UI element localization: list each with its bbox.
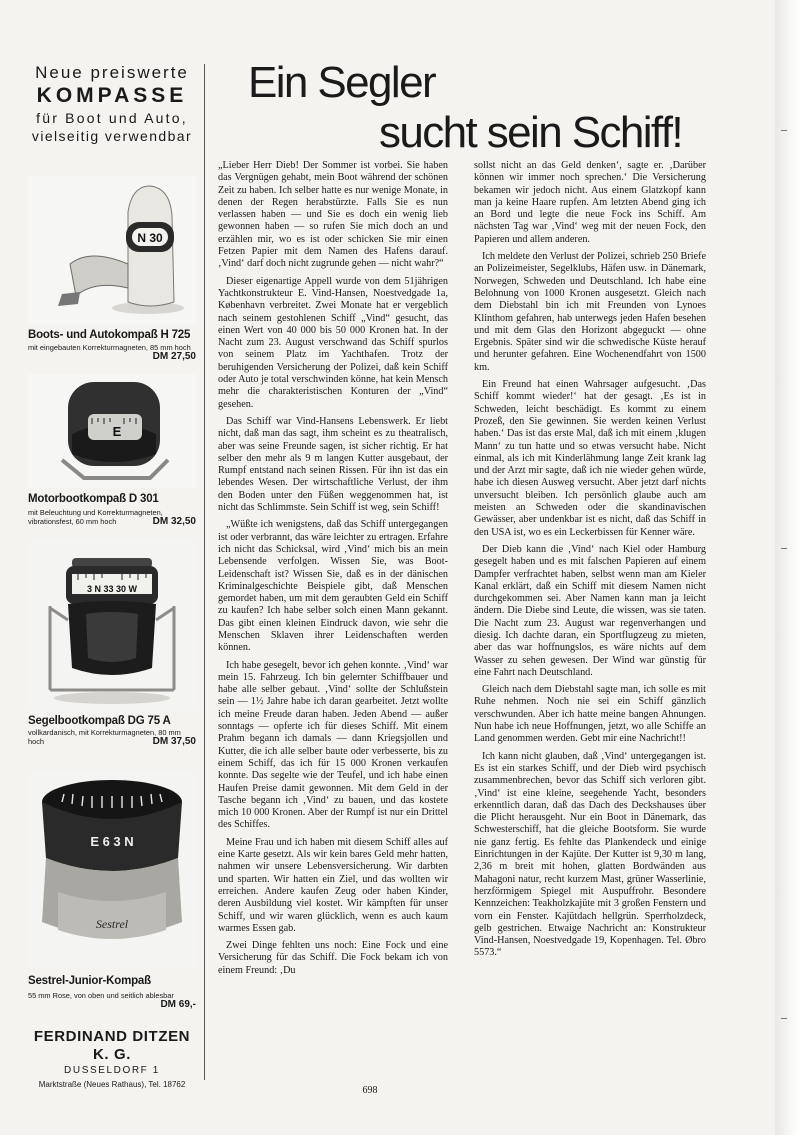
compass-d301-price: DM 32,50: [152, 516, 196, 527]
dealer-name: FERDINAND DITZEN K. G.: [33, 1028, 191, 1063]
compass-dg75a-name: Segelbootkompaß DG 75 A: [28, 715, 171, 727]
page-number: 698: [362, 1085, 378, 1096]
article-paragraph: „Lieber Herr Dieb! Der Sommer ist vorbei. Sie haben das Vergnügen gehabt, mein Boot während der schönen Zeit zu haben. Ich selber hatte es nur wenige Monate, in denen der Regen herabstürzte. Falls Sie es nun verlassen haben — und Sie es doch ein wenig lieb gewonnen haben — so rufen Sie mich doch an und erzählen mir, wo es ist oder schicken Sie mir einen Fetzen Papier mit dem Namen des Hafens darauf. ‚Vind‘ darf doch nicht zugrunde gehen — nicht wahr?“: [218, 160, 448, 270]
compass-dg75a-details: [28, 728, 196, 746]
article-column-1: [218, 160, 448, 1040]
compass-sestrel-price: DM 69,-: [160, 999, 196, 1010]
compass-sestrel-details: [28, 991, 196, 1009]
page-edge-mark: [781, 1018, 787, 1019]
column-divider: [204, 64, 205, 1080]
ad-headline: [28, 62, 196, 145]
article-paragraph: Ich habe gesegelt, bevor ich gehen konnte. ‚Vind‘ war mein 15. Fahrzeug. Ich bin gelernter Schiffbauer und habe alle selber gebaut. ‚Vind‘ sollte der Schlußstein sein — 1½ Jahre habe ich daran gearbeitet. Jetzt wollte ich meine Freude daran haben. Jeden Abend — außer sonntags — opferte ich für dieses Schiff. Mit einem Prahm begann ich damals — dann Kriegsjollen und Kutter, die ich alle selber baute oder verbesserte, bis zu einem Schiff, das ich für 15 000 Kronen verkaufen konnte. Das segelte wie der Teufel, und ich habe einen Haufen Preise damit gewonnen. Mit dem Geld in der Tasche begann ich ‚Vind‘ zu bauen, und das kostete mich 10 000 Kronen. Aber der Rumpf ist nur ein Drittel des Schiffes.: [218, 659, 448, 831]
page-edge: [775, 0, 799, 1135]
page-edge-mark: [781, 548, 787, 549]
dealer-city: DUSSELDORF 1: [64, 1065, 160, 1076]
article-paragraph: sollst nicht an das Geld denken‘, sagte er. ‚Darüber können wir immer noch sprechen.‘ Die Versicherung bekamen wir jedoch nicht. Aus einem Glatzkopf kann man ja keine Haare rupfen. Am letzten Abend ging ich an Bord und legte die neue Fock ins Schiff. Am nächsten Tag war ‚Vind‘ weg mit der neuen Fock, den Papieren und allem anderen.: [474, 160, 706, 245]
article-paragraph: Der Dieb kann die ‚Vind‘ nach Kiel oder Hamburg gesegelt haben und es mit falschen Papieren auf einem Dampfer verfrachtet haben, selbst wenn man am Kieler Kanal erklärt, daß ein Schiff mit diesem Namen nicht durchgekommen sei. Aber Namen kann man ja leicht ändern. Die Diebe sind Leute, die wissen, was sie taten. Die Nacht zum 23. August war regenverhangen und diesig. Ich dachte daran, ein Sportflugzeug zu mieten, aber das war hoffnungslos, es wäre nichts auf dem Wasser zu sehen gewesen. Der Wind war günstig für eine Fahrt nach Deutschland.: [474, 543, 706, 678]
article-paragraph: Meine Frau und ich haben mit diesem Schiff alles auf eine Karte gesetzt. Als wir kein bares Geld mehr hatten, nahmen wir unsere Lebensversicherung. Wir darbten und sparten. Wir hatten ein Ziel, und das wollten wir erreichen. Andere kaufen Zeug oder haben Kinder, deren Ausbildung viel kostet. Wir kämpften für unser Schiff, und wir waren glücklich, wenn es auch kaum warmes Essen gab.: [218, 836, 448, 934]
compass-h725-description: mit eingebauten Korrekturmagneten, 85 mm hoch: [28, 343, 191, 352]
compass-sestrel-name: Sestrel-Junior-Kompaß: [28, 975, 151, 987]
compass-advertisement: [28, 62, 196, 1010]
article-paragraph: Ich kann nicht glauben, daß ‚Vind‘ untergegangen ist. Es ist ein starkes Schiff, und der Dieb wird psychisch zusammenbrechen, bevor das Schiff sich verloren gibt. ‚Vind‘ ist eine kleine, seegehende Yacht, besonders erkenntlich daran, daß das Dach des Deckshauses über die Plicht herausgeht. Nur ein Boot in Dänemark, das Schwesterschiff, hat die gleiche Bootsform. Sie wurde nie ganz fertig. Es fehlte das Plankendeck und einige Einrichtungen in der Kajüte. Der Kutter ist 9,30 m lang, 2,36 m breit mit hohen, glatten Bordwänden aus Mahagoni natur, recht kurzem Mast, grüner Wasserlinie, herzförmigem Spiegel mit Auspuffrohr. Besondere Kennzeichen: Teakholzkajüte mit 3 großen Fenstern und vorn ein Fenster. Kajütdach hellgrün. Sperrholzdeck, gelb gestrichen. Etwaige Nachricht an: Konstrukteur Vind-Hansen, Noestvedgade 19, Kopenhagen. Tel. Øbro 5573.“: [474, 750, 706, 959]
article-title-line-2: sucht sein Schiff!: [378, 108, 682, 157]
compass-dg75a-price: DM 37,50: [152, 736, 196, 747]
compass-h725-details: [28, 343, 196, 361]
article-paragraph: Ich meldete den Verlust der Polizei, schrieb 250 Briefe an Polizeimeister, Segelklubs, Häfen usw. in Dänemark, Norwegen, Schweden und Deutschland. Ich habe eine Belohnung von 1000 Kronen ausgesetzt. Gleich nach dem Diebstahl bin ich mit Freunden von Lynoes Klinthom gefahren, hab unterwegs jeden Hafen besehen und mit dem Glas den Horizont abgeguckt — ohne Ergebnis. Später sind wir die schwedische Küste herauf und herunter gefahren. Eine Wochenendfahrt von 1500 km.: [474, 251, 706, 373]
compass-dg75a-photo: [28, 540, 196, 710]
article-paragraph: Ein Freund hat einen Wahrsager aufgesucht. ‚Das Schiff kommt wieder!‘ hat der gesagt. ‚Es ist in Schweden, leicht beschädigt. Es kommt zu einem Prozeß, den Sie gewinnen. Sie werden keinen Verlust haben.‘ Das ist das erste Mal, daß ich mit einem ‚klugen Mann‘ zu tun hatte und so etwas versucht habe. Nicht einmal, als ich mit Kinderlähmung lange Zeit krank lag und der Arzt mir sagte, daß ich nie wieder gehen würde, habe ich diesen Ausweg versucht. Aber jetzt darf nichts unversucht bleiben. Ich persönlich glaube auch am meisten an Schweden oder die skandinavischen Gewässer, aber undenkbar ist es nicht, daß das Schiff in den USA ist, wo es ein Leckerbissen für Kenner wäre.: [474, 379, 706, 538]
ad-headline-line-1: Neue preiswerte: [35, 63, 189, 82]
article-title-line-1: Ein Segler: [248, 58, 436, 107]
compass-sestrel-brand: Sestrel: [95, 917, 129, 931]
dealer-block: [28, 1028, 196, 1092]
dealer-address: Marktstraße (Neues Rathaus), Tel. 18762: [38, 1080, 186, 1089]
compass-sestrel-dial: E 6 3 N: [90, 834, 134, 849]
compass-h725-price: DM 27,50: [152, 351, 196, 362]
compass-d301-details: [28, 508, 196, 526]
compass-d301-description: mit Beleuchtung und Korrekturmagneten, vibrationsfest, 60 mm hoch: [28, 508, 163, 526]
article-paragraph: Das Schiff war Vind-Hansens Lebenswerk. Er liebt nicht, daß man das sagt, ihm scheint es zu theatralisch, aber was seine Freunde sagen, ist sicher richtig. Er hat selber den mehr als 9 m langen Kutter ausgebaut, der Rumpf entstand nach seinen Rissen. Für ihn ist das ein lebendes Wesen. Der wirtschaftliche Verlust, der ihm den Boden unter den Füßen weggenommen hat, ist nicht das Schlimmste. Sein Schiff ist weg, sein Schiff!: [218, 415, 448, 514]
compass-d301-name: Motorbootkompaß D 301: [28, 493, 159, 505]
article-title: [220, 58, 690, 158]
ad-headline-line-3: für Boot und Auto,: [36, 110, 188, 126]
article-paragraph: Gleich nach dem Diebstahl sagte man, ich solle es mit Ruhe nehmen. Noch nie sei ein Schiff gänzlich verschwunden. Aber ich hatte meine bangen Ahnungen. Nun habe ich neue Hoffnungen, jetzt, wo alle Schiffe an Land genommen werden. Gebt mir eine Nachricht!!: [474, 684, 706, 745]
page-edge-mark: [781, 130, 787, 131]
compass-sestrel-description: 55 mm Rose, von oben und seitlich ablesbar: [28, 991, 174, 1000]
compass-h725-name: Boots- und Autokompaß H 725: [28, 329, 191, 341]
ad-headline-line-4: vielseitig verwendbar: [31, 128, 193, 144]
compass-d301-photo: [28, 374, 196, 488]
compass-dg75a-dial: 3 N 33 30 W: [86, 584, 138, 594]
article-paragraph: „Wüßte ich wenigstens, daß das Schiff untergegangen ist oder verbrannt, das wäre leichter zu ertragen. Erfahre ich nicht das Schicksal, wird ‚Vind‘ mich bis an mein Lebensende verfolgen. Wissen Sie, was Boot-Leidenschaft ist? Wissen Sie, daß es in der dänischen Kriminalgeschichte Beispiele gibt, daß Menschen gemordet haben, um mit dem geraubten Geld ein Schiff zu kaufen? Ich habe selber solch einen Mann gekannt. Das gibt einen kleinen Eindruck davon, wie sehr die Menschen Sklaven ihrer Leidenschaften werden können.: [218, 519, 448, 654]
article-column-2: [474, 160, 706, 1040]
article-paragraph: Dieser eigenartige Appell wurde von dem 51jährigen Yachtkonstrukteur E. Vind-Hansen, Noestvedgade 1a, København verbreitet. Zwei Monate hat er vergeblich nach seinem gestohlenen Schiff „Vind“ gesucht, das einen Wert von 40 000 bis 50 000 Kronen hat. In der Nacht zum 23. August verschwand das Schiff spurlos von seinem Platz im Yachthafen. Trotz der beruhigenden Versicherung der Polizei, daß kein Schiff oder Auto je total verschwinden könne, hat kein Mensch mehr die charakteristischen Konturen der „Vind“ gesehen.: [218, 275, 449, 410]
compass-d301-dial: E: [112, 424, 122, 439]
compass-h725-dial: N 30: [137, 231, 163, 245]
article-paragraph: Zwei Dinge fehlten uns noch: Eine Fock und eine Versicherung für das Schiff. Die Fock bekam ich von einem Freund: ‚Du: [218, 940, 448, 976]
compass-sestrel-photo: [28, 772, 196, 968]
ad-headline-line-2: KOMPASSE: [36, 84, 188, 107]
compass-dg75a-description: vollkardanisch, mit Korrekturmagneten, 80 mm hoch: [28, 728, 181, 746]
compass-h725-photo: [28, 176, 196, 324]
